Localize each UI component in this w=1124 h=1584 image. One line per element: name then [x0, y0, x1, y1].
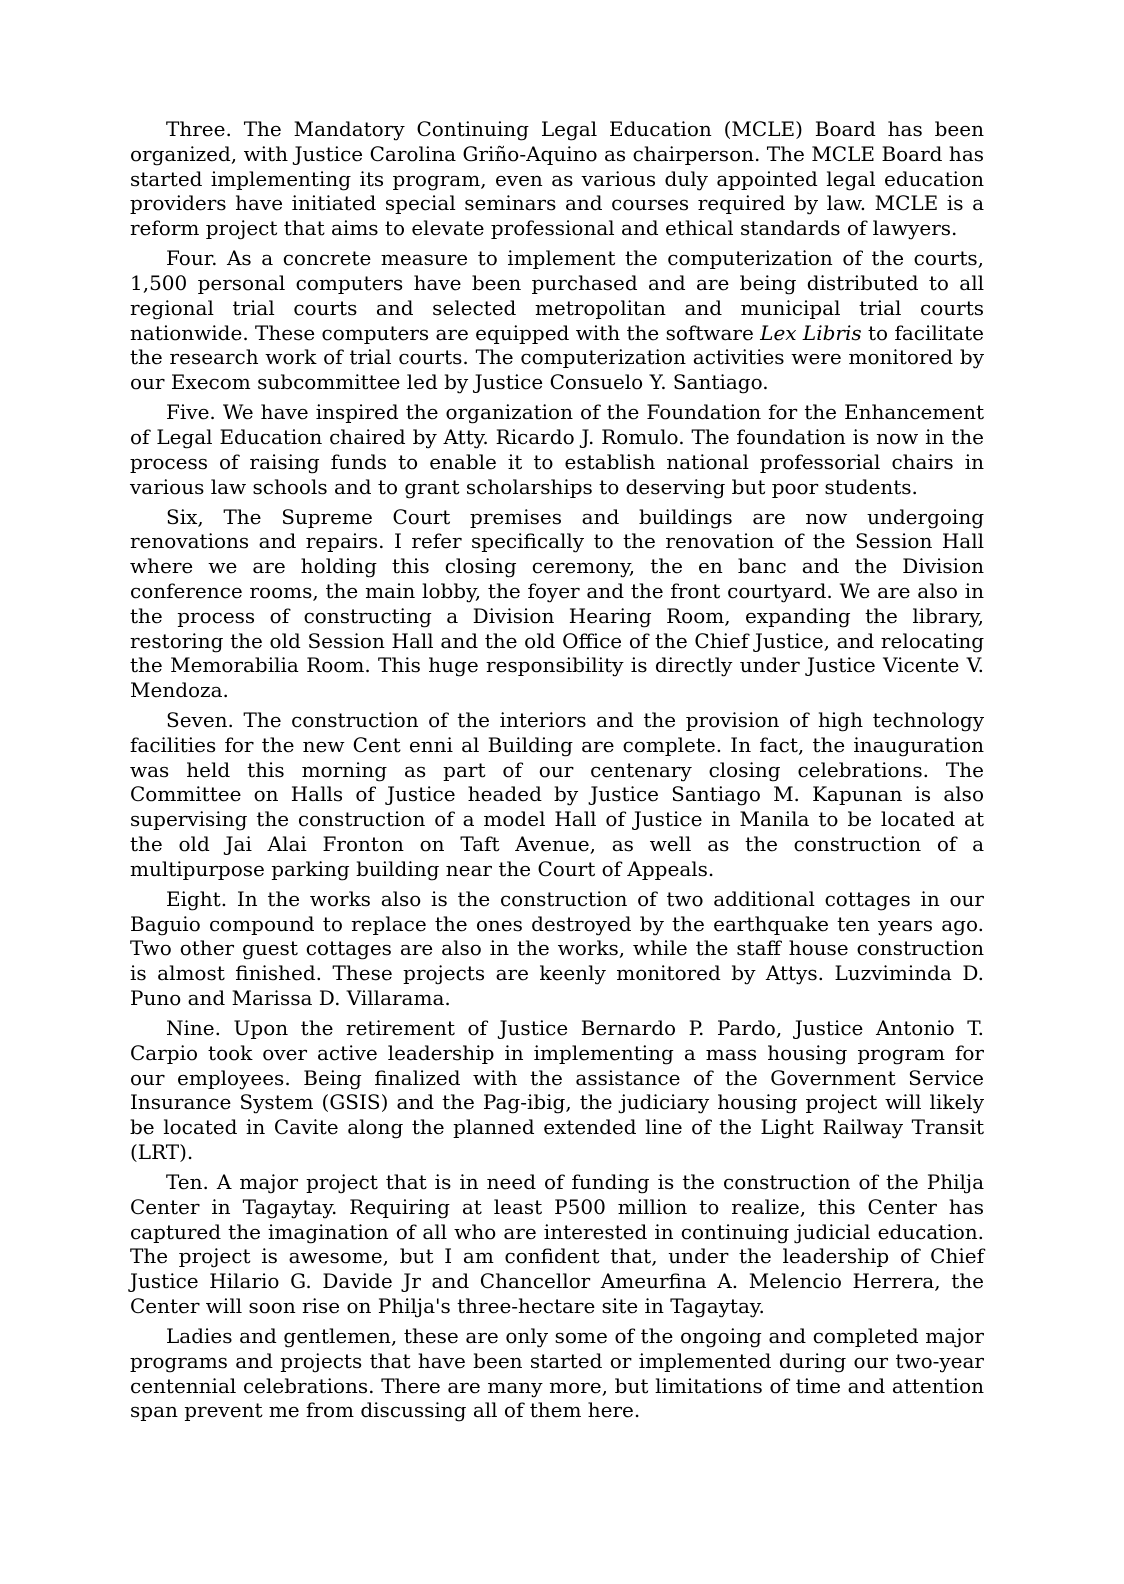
paragraph-seven-centennial-building: Seven. The construction of the interiors and the provision of high technology facilities for the new Cent enni al Building are complete. In fact, the inauguration was held this morning as part of our centenary closing celebrations. The Committee on Halls of Justice headed by Justice Santiago M. Kapunan is also supervising the construction of a model Hall of Justice in Manila to be located at the old Jai Alai Fronton on Taft Avenue, as well as the construction of a multipurpose parking building near the Court of Appeals.: [130, 708, 984, 881]
paragraph-closing: Ladies and gentlemen, these are only some of the ongoing and completed major programs and projects that have been started or implemented during our two-year centennial celebrations. There are many more, but limitations of time and attention span prevent me from discussing all of them here.: [130, 1323, 984, 1423]
software-name-lex-libris: Lex Libris: [760, 320, 862, 345]
paragraph-three-mcle: Three. The Mandatory Continuing Legal Education (MCLE) Board has been organized, with Justice Carolina Griño-Aquino as chairperson. The MCLE Board has started implementing its program, even as various duly appointed legal education providers have initiated special seminars and courses required by law. MCLE is a reform project that aims to elevate professional and ethical standards of lawyers.: [130, 117, 984, 241]
paragraph-five-foundation: Five. We have inspired the organization of the Foundation for the Enhancement of Legal Education chaired by Atty. Ricardo J. Romulo. The foundation is now in the process of raising funds to enable it to establish national professorial chairs in various law schools and to grant scholarships to deserving but poor students.: [130, 400, 984, 499]
paragraph-six-renovations: Six, The Supreme Court premises and buildings are now undergoing renovations and repairs. I refer specifically to the renovation of the Session Hall where we are holding this closing ceremony, the en banc and the Division conference rooms, the main lobby, the foyer and the front courtyard. We are also in the process of constructing a Division Hearing Room, expanding the library, restoring the old Session Hall and the old Office of the Chief Justice, and relocating the Memorabilia Room. This huge responsibility is directly under Justice Vicente V. Mendoza.: [130, 504, 984, 703]
paragraph-eight-baguio-cottages: Eight. In the works also is the construction of two additional cottages in our Baguio compound to replace the ones destroyed by the earthquake ten years ago. Two other guest cottages are also in the works, while the staff house construction is almost finished. These projects are keenly monitored by Attys. Luzviminda D. Puno and Marissa D. Villarama.: [130, 886, 984, 1011]
document-page: [130, 117, 984, 1423]
paragraph-four-text-after: to facilitate the research work of trial courts. The computerization activities were monitored by our Execom subcommittee led by Justice Consuelo Y. Santiago.: [130, 320, 984, 395]
paragraph-nine-housing-program: Nine. Upon the retirement of Justice Bernardo P. Pardo, Justice Antonio T. Carpio took over active leadership in implementing a mass housing program for our employees. Being finalized with the assistance of the Government Service Insurance System (GSIS) and the Pag-ibig, the judiciary housing project will likely be located in Cavite along the planned extended line of the Light Railway Transit (LRT).: [130, 1016, 984, 1164]
paragraph-four-text-before: Four. As a concrete measure to implement the computerization of the courts, 1,500 personal computers have been purchased and are being distributed to all regional trial courts and selected metropolitan and municipal trial courts nationwide. These computers are equipped with the software: [130, 246, 984, 345]
paragraph-ten-philja-center: Ten. A major project that is in need of funding is the construction of the Philja Center in Tagaytay. Requiring at least P500 million to realize, this Center has captured the imagination of all who are interested in continuing judicial education. The project is awesome, but I am confident that, under the leadership of Chief Justice Hilario G. Davide Jr and Chancellor Ameurfina A. Melencio Herrera, the Center will soon rise on Philja's three-hectare site in Tagaytay.: [130, 1169, 984, 1318]
paragraph-four-computerization: [130, 246, 984, 395]
